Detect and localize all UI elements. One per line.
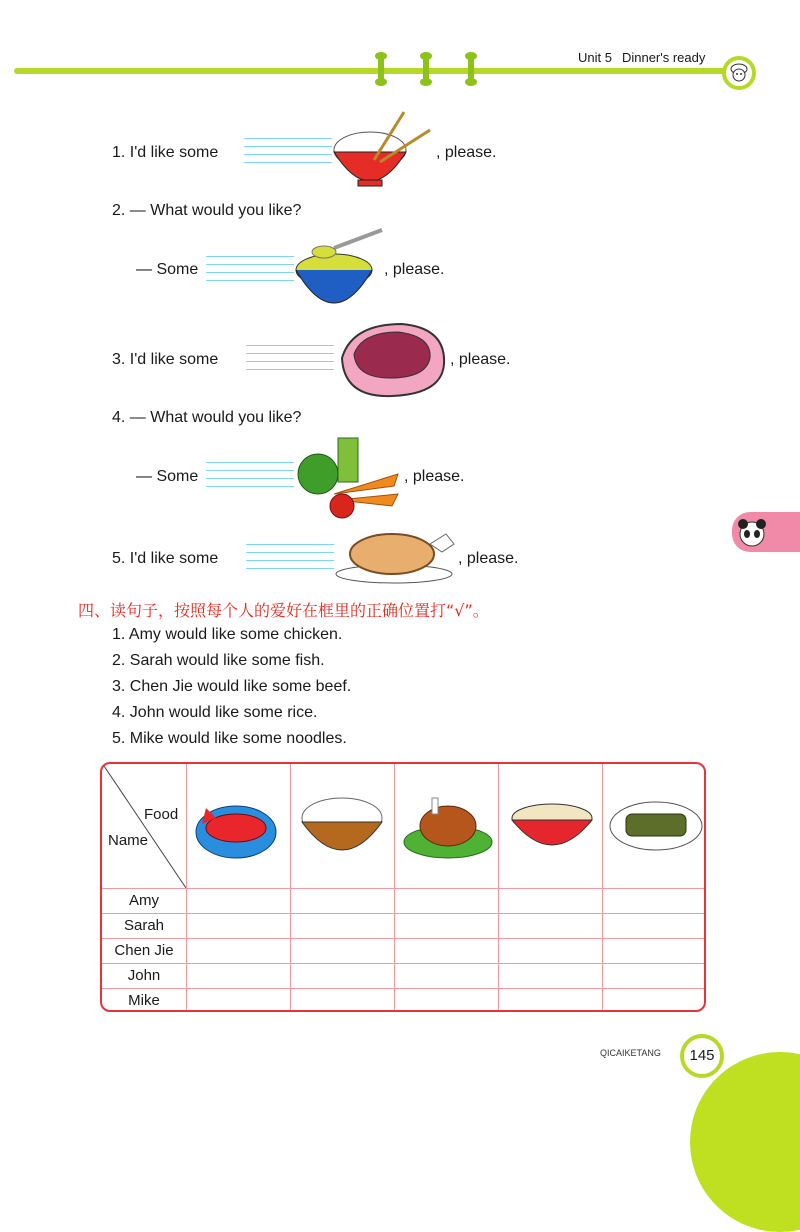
exercise-4-instruction: 四、读句子，按照每个人的爱好在框里的正确位置打“√”。 bbox=[78, 601, 489, 620]
vegetables-icon bbox=[294, 434, 404, 520]
rice-icon bbox=[298, 792, 386, 862]
roast-chicken-icon bbox=[334, 522, 460, 586]
question-text: — What would you like? bbox=[129, 202, 302, 219]
answer-writing-lines[interactable] bbox=[244, 138, 332, 172]
vegetable-dish-icon bbox=[608, 794, 704, 856]
header-food-label: Food bbox=[144, 806, 179, 823]
panda-icon bbox=[732, 512, 772, 552]
name-cell: Chen Jie bbox=[114, 942, 174, 959]
page-number: 145 bbox=[680, 1034, 724, 1078]
sentence: 3. Chen Jie would like some beef. bbox=[112, 678, 352, 695]
footer-brand: QICAIKETANG bbox=[600, 1048, 661, 1058]
header-bar bbox=[14, 68, 726, 74]
header-name-label: Name bbox=[108, 832, 149, 849]
binder-clip-icon bbox=[423, 54, 429, 84]
item-number: 3. bbox=[112, 351, 126, 368]
exercise-item-4 bbox=[112, 409, 301, 427]
name-cell: Mike bbox=[128, 992, 160, 1009]
sentence-end: , please. bbox=[436, 144, 497, 161]
sentence-start: I'd like some bbox=[129, 144, 219, 161]
sentence-end: , please. bbox=[384, 261, 445, 278]
rice-bowl-icon bbox=[330, 110, 436, 194]
name-cell: Sarah bbox=[123, 917, 165, 934]
soup-bowl-icon bbox=[294, 226, 384, 312]
sentence-end: , please. bbox=[404, 468, 465, 485]
sentence-end: , please. bbox=[450, 351, 511, 368]
beef-steak-icon bbox=[332, 318, 452, 402]
fish-icon bbox=[194, 788, 284, 864]
header-diagonal bbox=[102, 764, 186, 888]
chicken-icon bbox=[402, 792, 494, 862]
item-number: 2. bbox=[112, 202, 126, 219]
item-number: 1. bbox=[112, 144, 126, 161]
answer-writing-lines[interactable] bbox=[206, 462, 294, 496]
sentence: 1. Amy would like some chicken. bbox=[112, 626, 343, 643]
exercise-item-1 bbox=[112, 144, 218, 162]
exercise-item-2 bbox=[112, 202, 301, 220]
sentence: 2. Sarah would like some fish. bbox=[112, 652, 325, 669]
binder-clip-icon bbox=[378, 54, 384, 84]
sentence: 5. Mike would like some noodles. bbox=[112, 730, 347, 747]
sentence-start: I'd like some bbox=[129, 351, 219, 368]
exercise-item-3 bbox=[112, 351, 218, 369]
question-text: — What would you like? bbox=[129, 409, 302, 426]
name-cell: Amy bbox=[129, 892, 159, 909]
sentence: 4. John would like some rice. bbox=[112, 704, 318, 721]
name-cell: John bbox=[127, 967, 161, 984]
unit-title: Dinner's ready bbox=[621, 50, 706, 65]
panda-side-tab bbox=[732, 512, 800, 552]
chef-mascot-icon bbox=[722, 56, 756, 90]
food-preference-table bbox=[100, 762, 706, 1012]
unit-number: Unit 5 bbox=[578, 50, 612, 65]
item-number: 4. bbox=[112, 409, 126, 426]
exercise-item-5 bbox=[112, 550, 218, 568]
corner-decoration bbox=[690, 1052, 800, 1232]
answer-writing-lines[interactable] bbox=[246, 345, 334, 379]
answer-start: — Some bbox=[136, 261, 199, 278]
unit-header bbox=[578, 50, 705, 65]
answer-writing-lines[interactable] bbox=[246, 544, 334, 578]
answer-start: — Some bbox=[136, 468, 199, 485]
sentence-end: , please. bbox=[458, 550, 519, 567]
noodles-icon bbox=[506, 794, 598, 860]
sentence-start: I'd like some bbox=[129, 550, 219, 567]
binder-clip-icon bbox=[468, 54, 474, 84]
item-number: 5. bbox=[112, 550, 126, 567]
answer-writing-lines[interactable] bbox=[206, 256, 294, 290]
